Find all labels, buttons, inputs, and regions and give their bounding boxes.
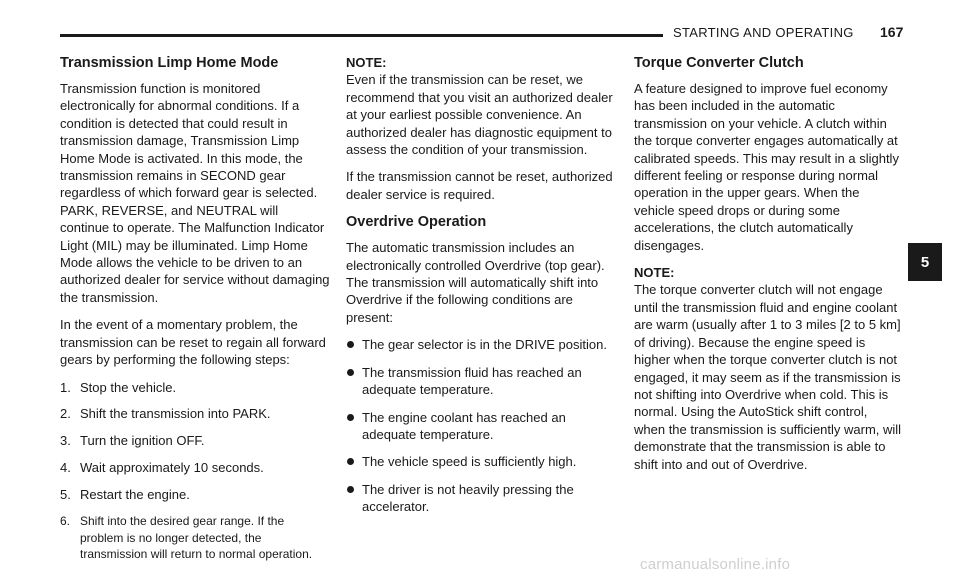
step-number: 6. — [60, 514, 71, 529]
overdrive-conditions-list — [346, 336, 618, 515]
column-2 — [346, 54, 618, 526]
bullet-icon — [347, 369, 354, 376]
step-text: Restart the engine. — [80, 487, 190, 503]
note-text: The torque converter clutch will not engage until the transmission fluid and engine coolant are warm (usually after 1 to 3 miles [2 to 5 km] of driving). Because the engine speed is higher when the torque converter clutch is not engaged, it may seem as if the transmission is not shifting into Overdrive when cold. This is normal. Using the AutoStick shift control, when the transmission is sufficiently warm, will demonstrate that the transmission is able to shift into and out of Overdrive. — [634, 282, 902, 472]
bullet-text: The transmission fluid has reached an adequate temperature. — [362, 364, 582, 398]
step-text: Stop the vehicle. — [80, 379, 177, 395]
bullet-text: The engine coolant has reached an adequate temperature. — [362, 409, 566, 442]
bullet-icon — [347, 414, 354, 421]
step-text: Wait approximately 10 seconds. — [80, 460, 264, 476]
step-number: 5. — [60, 487, 71, 503]
step-number: 1. — [60, 379, 71, 395]
list-item — [60, 405, 330, 422]
bullet-icon — [347, 486, 354, 493]
note-label: NOTE: — [346, 55, 387, 70]
dealer-service-paragraph: If the transmission cannot be reset, authorized dealer service is required. — [346, 169, 613, 202]
heading-overdrive-operation: Overdrive Operation — [346, 214, 487, 231]
list-item — [346, 453, 618, 470]
step-text: Shift into the desired gear range. If the problem is no longer detected, the transmission will return to normal operation. — [80, 514, 313, 562]
list-item — [346, 481, 618, 516]
note-block — [346, 54, 618, 158]
note-text: Even if the transmission can be reset, we recommend that you visit an authorized dealer at your earliest possible convenience. An authorized dealer has diagnostic equipment to assess the condition of your transmission. — [346, 72, 613, 158]
list-item — [60, 486, 330, 503]
page-number: 167 — [880, 24, 904, 40]
overdrive-paragraph: The automatic transmission includes an electronically controlled Overdrive (top gear). The transmission will automatically shift into Overdrive if the following conditions are present: — [346, 240, 605, 325]
bullet-icon — [347, 341, 354, 348]
step-text: Turn the ignition OFF. — [80, 433, 205, 449]
list-item — [346, 409, 618, 444]
note-label: NOTE: — [634, 265, 675, 281]
list-item — [60, 432, 330, 449]
bullet-icon — [347, 458, 354, 465]
chapter-tab: 5 — [908, 243, 942, 281]
list-item — [346, 364, 618, 399]
step-number: 4. — [60, 460, 71, 476]
reset-intro-paragraph: In the event of a momentary problem, the transmission can be reset to regain all forward gears by performing the following steps: — [60, 317, 326, 368]
torque-converter-paragraph: A feature designed to improve fuel economy has been included in the automatic transmission on your vehicle. A clutch within the torque converter engages automatically at calibrated speeds. This may result in a slightly different feeling or response during normal operation in the upper gears. When the vehicle speed drops or during some accelerations, the clutch automatically disengages. — [634, 81, 899, 253]
bullet-text: The gear selector is in the DRIVE position. — [362, 337, 607, 353]
list-item — [60, 379, 330, 396]
bullet-text: The vehicle speed is sufficiently high. — [362, 454, 577, 470]
list-item — [60, 513, 330, 563]
step-number: 3. — [60, 433, 71, 449]
heading-limp-home-mode: Transmission Limp Home Mode — [60, 55, 279, 71]
list-item — [60, 459, 330, 476]
header-rule — [60, 34, 663, 37]
limp-home-paragraph: Transmission function is monitored electronically for abnormal conditions. If a condition is detected that could result in transmission damage, Transmission Limp Home Mode is activated. In this mode, the transmission remains in SECOND gear regardless of which forward gear is selected. PARK, REVERSE, and NEUTRAL will continue to operate. The Malfunction Indicator Light (MIL) may be illuminated. Limp Home Mode allows the vehicle to be driven to an authorized dealer for service without damaging the transmission. — [60, 81, 330, 305]
reset-steps-list — [60, 379, 330, 563]
heading-torque-converter-clutch: Torque Converter Clutch — [634, 55, 804, 71]
bullet-text: The driver is not heavily pressing the accelerator. — [362, 481, 574, 515]
column-1 — [60, 54, 330, 572]
note-block — [634, 264, 902, 473]
column-3 — [634, 54, 902, 483]
watermark: carmanualsonline.info — [640, 556, 791, 573]
list-item — [346, 336, 618, 353]
step-text: Shift the transmission into PARK. — [80, 406, 271, 422]
header-section-title: STARTING AND OPERATING — [673, 25, 854, 40]
step-number: 2. — [60, 406, 71, 422]
